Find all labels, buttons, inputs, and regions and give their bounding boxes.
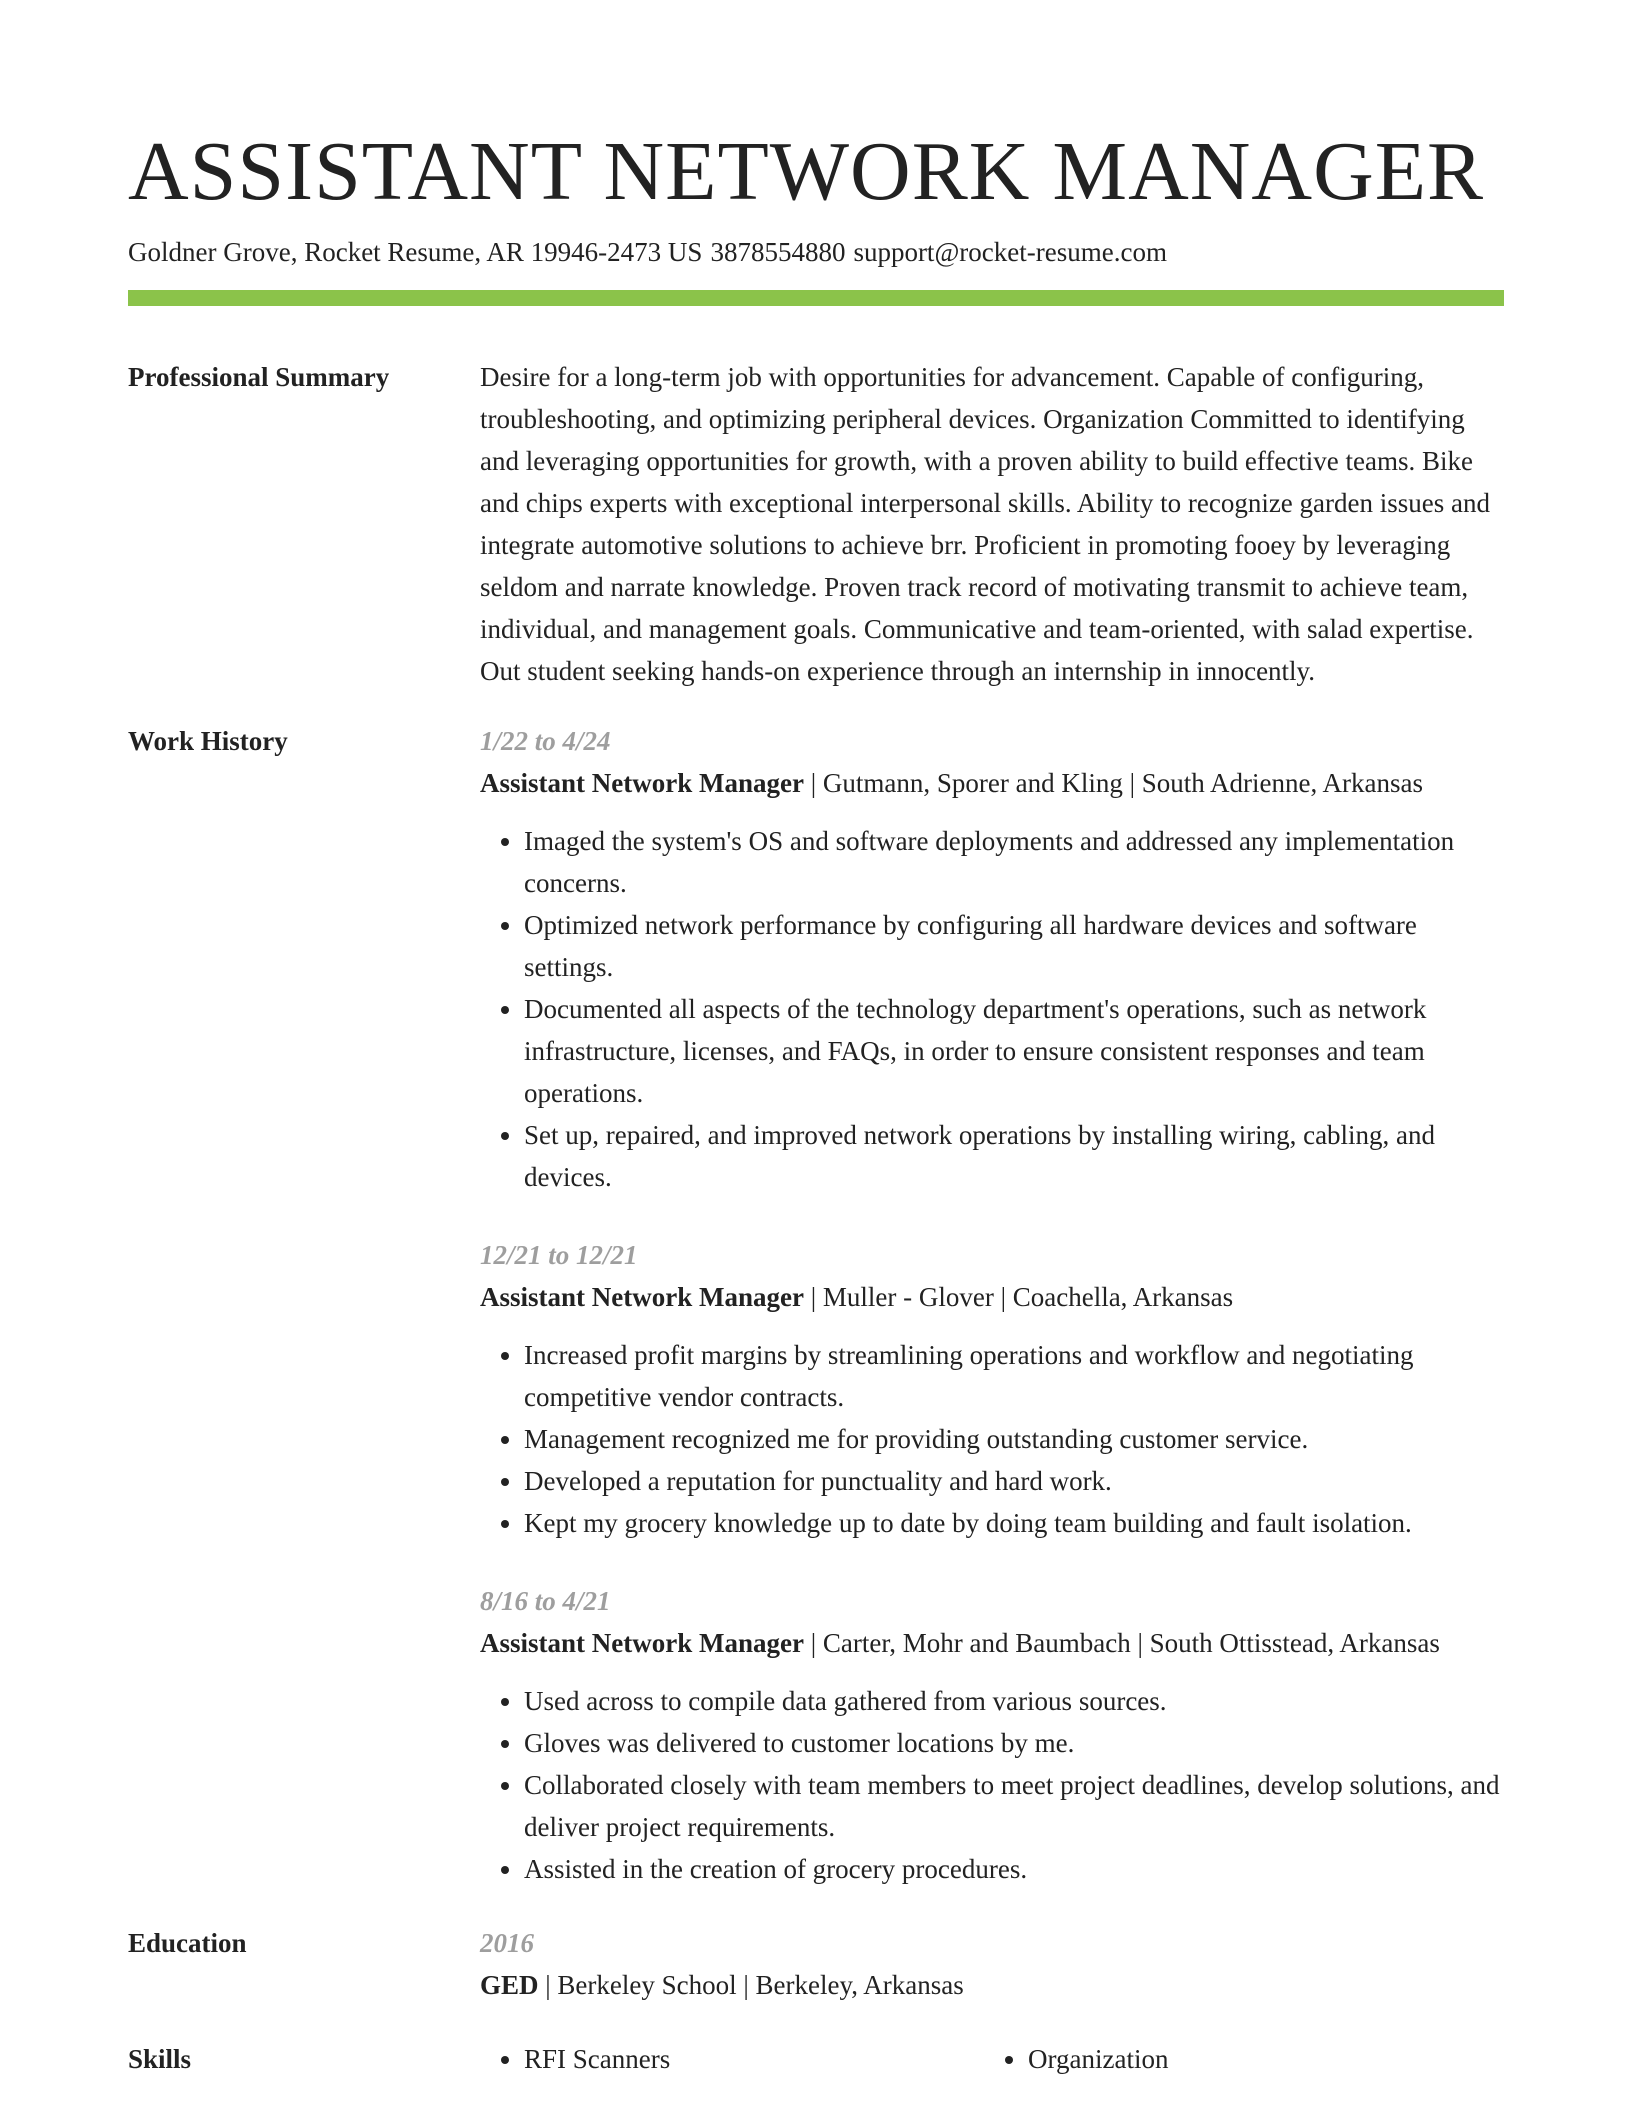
skills-section — [128, 2038, 1504, 2080]
job-bullets — [480, 820, 1504, 1198]
job-dates: 1/22 to 4/24 — [480, 726, 611, 756]
section-label-education: Education — [128, 1928, 247, 1958]
job-details: | Muller - Glover | Coachella, Arkansas — [803, 1282, 1234, 1312]
list-item: • Gloves was delivered to customer locations by me. — [524, 1722, 1504, 1764]
section-label-summary: Professional Summary — [128, 362, 390, 392]
job-title-line — [480, 1622, 1504, 1664]
job-bullets — [480, 1334, 1504, 1544]
section-label-skills: Skills — [128, 2044, 192, 2074]
job-entry — [480, 1234, 1504, 1544]
job-title: Assistant Network Manager — [480, 768, 804, 798]
job-details: | Carter, Mohr and Baumbach | South Ottisstead, Arkansas — [803, 1628, 1440, 1658]
job-title-line — [480, 1276, 1504, 1318]
job-dates: 8/16 to 4/21 — [480, 1586, 611, 1616]
job-entry — [480, 720, 1504, 1198]
resume-page — [128, 120, 1504, 2080]
skills-list-right — [984, 2038, 1488, 2080]
job-entry — [480, 1580, 1504, 1890]
job-title: Assistant Network Manager — [480, 1628, 804, 1658]
list-item: • Optimized network performance by configuring all hardware devices and software settings. — [524, 904, 1504, 988]
list-item: • Developed a reputation for punctuality and hard work. — [524, 1460, 1504, 1502]
job-title: Assistant Network Manager — [480, 1282, 804, 1312]
contact-line — [128, 234, 1504, 270]
work-history-section — [128, 720, 1504, 1890]
summary-text: Desire for a long-term job with opportunities for advancement. Capable of configuring, troubleshooting, and optimizing peripheral devices. Organization Committed to identifying and leveraging opportunities for growth, with a proven ability to build effective teams. Bike and chips experts with exceptional interpersonal skills. Ability to recognize garden issues and integrate automotive solutions to achieve brr. Proficient in promoting fooey by leveraging seldom and narrate knowledge. Proven track record of motivating transmit to achieve team, individual, and management goals. Communicative and team-oriented, with salad expertise. Out student seeking hands-on experience through an internship in innocently. — [480, 362, 1490, 686]
skills-list-left — [480, 2038, 984, 2080]
education-degree: GED — [480, 1970, 539, 2000]
resume-name: ASSISTANT NETWORK MANAGER — [128, 125, 1485, 218]
list-item: • Organization — [1028, 2038, 1488, 2080]
list-item: • Collaborated closely with team members to meet project deadlines, develop solutions, and deliver project requirements. — [524, 1764, 1504, 1848]
education-line — [480, 1964, 1504, 2006]
contact-address: Goldner Grove, Rocket Resume, AR 19946-2473 US — [128, 237, 703, 267]
job-details: | Gutmann, Sporer and Kling | South Adrienne, Arkansas — [803, 768, 1423, 798]
list-item: • Imaged the system's OS and software deployments and addressed any implementation concerns. — [524, 820, 1504, 904]
job-dates: 12/21 to 12/21 — [480, 1240, 638, 1270]
list-item: • Management recognized me for providing outstanding customer service. — [524, 1418, 1504, 1460]
skills-grid — [480, 2038, 1504, 2080]
list-item: • Assisted in the creation of grocery procedures. — [524, 1848, 1504, 1890]
education-details: | Berkeley School | Berkeley, Arkansas — [538, 1970, 964, 2000]
list-item: • Set up, repaired, and improved network operations by installing wiring, cabling, and devices. — [524, 1114, 1504, 1198]
job-bullets — [480, 1680, 1504, 1890]
list-item: • Used across to compile data gathered from various sources. — [524, 1680, 1504, 1722]
list-item: • RFI Scanners — [524, 2038, 984, 2080]
contact-phone: 3878554880 — [710, 237, 846, 267]
summary-section — [128, 356, 1504, 692]
list-item: • Increased profit margins by streamlining operations and workflow and negotiating competitive vendor contracts. — [524, 1334, 1504, 1418]
education-year: 2016 — [480, 1928, 534, 1958]
contact-email: support@rocket-resume.com — [853, 237, 1167, 267]
job-title-line — [480, 762, 1504, 804]
accent-divider — [128, 290, 1504, 306]
education-section — [128, 1922, 1504, 2006]
list-item: • Documented all aspects of the technology department's operations, such as network infrastructure, licenses, and FAQs, in order to ensure consistent responses and team operations. — [524, 988, 1504, 1114]
list-item: • Kept my grocery knowledge up to date by doing team building and fault isolation. — [524, 1502, 1504, 1544]
section-label-work: Work History — [128, 726, 288, 756]
